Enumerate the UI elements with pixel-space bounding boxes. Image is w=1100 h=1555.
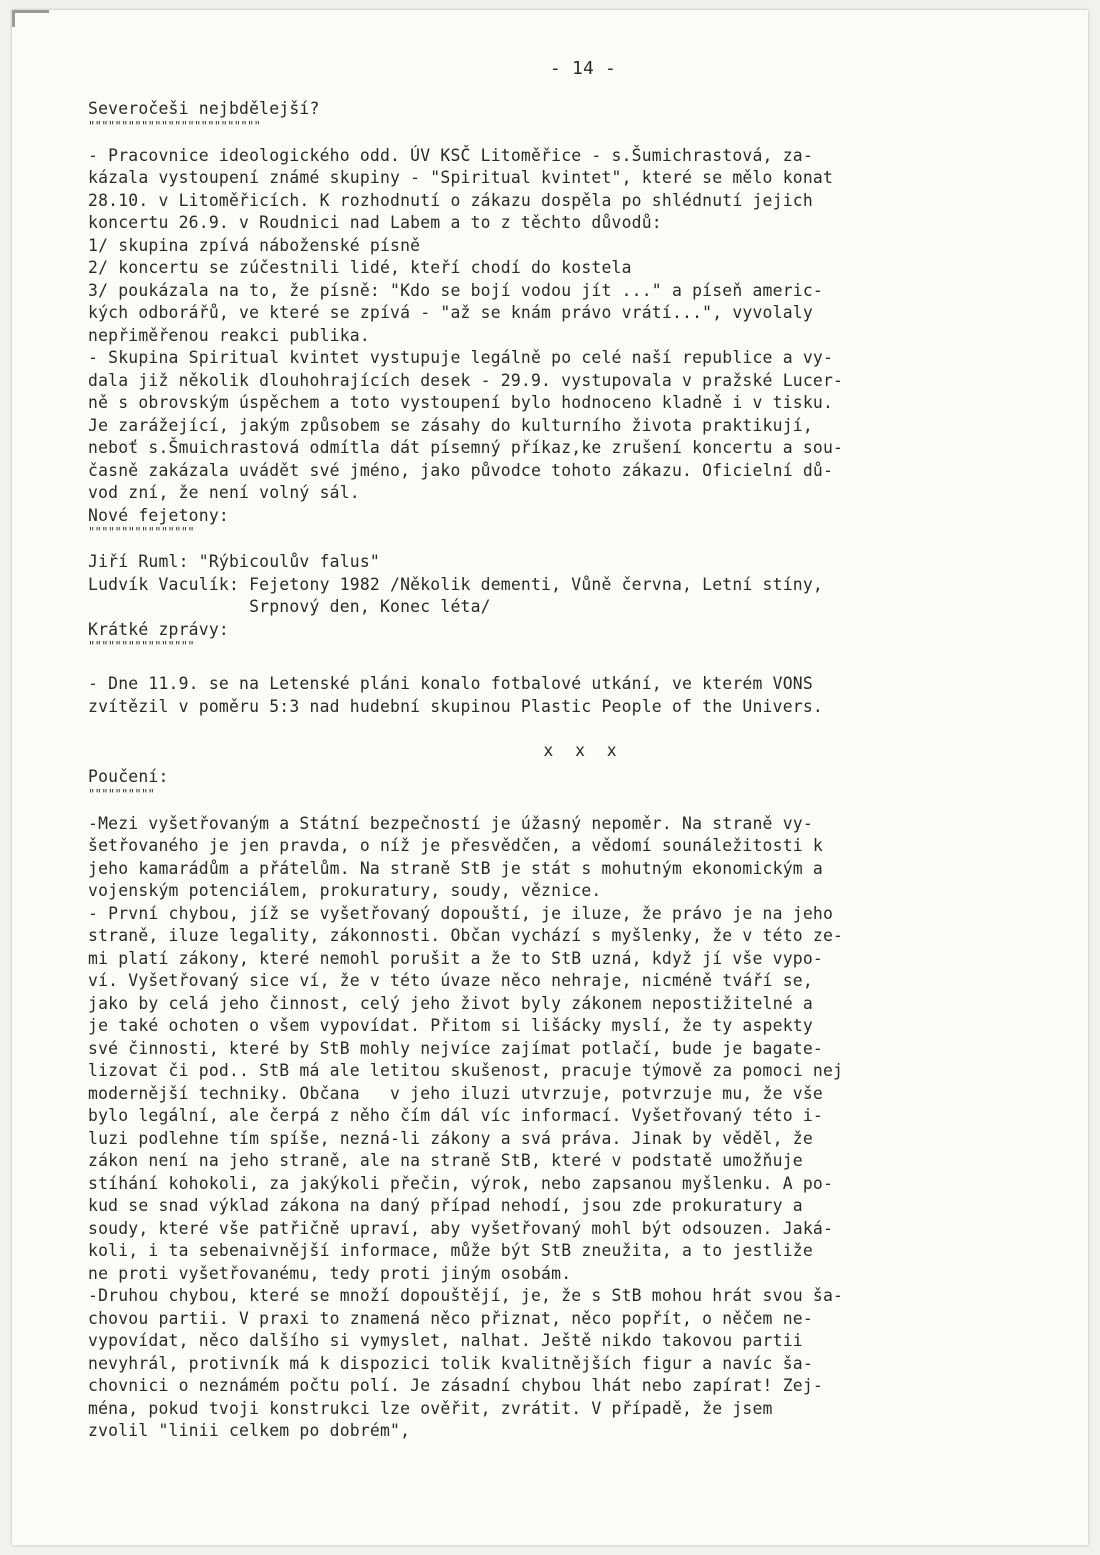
text-line: - Pracovnice ideologického odd. ÚV KSČ Litoměřice - s.Šumichrastová, za- xyxy=(88,145,813,165)
text-line: je také ochoten o všem vypovídat. Přitom si lišácky myslí, že ty aspekty xyxy=(88,1016,813,1035)
text-line: jako by celá jeho činnost, celý jeho život byly zákonem nepostižitelné a xyxy=(88,993,813,1013)
text-line: vypovídat, něco dalšího si vymyslet, nalhat. Ještě nikdo takovou partii xyxy=(88,1331,803,1350)
text-line: Ludvík Vaculík: Fejetony 1982 /Několik dementi, Vůně června, Letní stíny, xyxy=(88,574,823,594)
text-line: ví. Vyšetřovaný sice ví, že v této úvaze něco nehraje, nicméně tváří se, xyxy=(88,971,813,990)
text-line: nepřiměřenou reakci publika. xyxy=(88,325,370,345)
text-line: lizovat či pod.. StB má ale letitou skušenost, pracuje týmově za pomoci nej xyxy=(88,1061,844,1080)
section-heading: Severočeši nejbdělejší? xyxy=(88,99,320,118)
heading-underline: """""""""""""""" xyxy=(88,527,194,539)
section-severocesi xyxy=(88,98,1078,505)
section-nove-fejetony xyxy=(88,505,1078,619)
page-number: - 14 - xyxy=(549,58,617,79)
document-page xyxy=(12,10,1088,1545)
text-line: chovnici o neznámém počtu polí. Je zásadní chybou lhát nebo zapírat! Zej- xyxy=(88,1376,823,1395)
section-heading: Nové fejetony: xyxy=(88,505,229,525)
text-line: koli, i ta sebenaivnější informace, může být StB zneužita, a to jestliže xyxy=(88,1241,813,1260)
section-heading: Poučení: xyxy=(88,767,169,786)
text-line: 1/ skupina zpívá náboženské písně xyxy=(88,235,421,255)
text-line: - První chybou, jíž se vyšetřovaný dopouští, je iluze, že právo je na jeho xyxy=(88,903,834,923)
text-line: zákon není na jeho straně, ale na straně StB, které v podstatě umožňuje xyxy=(88,1151,803,1170)
text-line: ne proti vyšetřovanému, tedy proti jiným osobám. xyxy=(88,1263,572,1283)
scan-corner-mark xyxy=(12,10,49,27)
text-line: vojenským potenciálem, prokuratury, soudy, věznice. xyxy=(88,881,602,900)
text-line: dala již několik dlouhohrajících desek - 29.9. vystupovala v pražské Lucer- xyxy=(88,370,844,390)
text-line: své činnosti, které by StB mohly nejvíce zajímat potlačí, bude je bagate- xyxy=(88,1038,823,1058)
text-line: 28.10. v Litoměřicích. K rozhodnutí o zákazu dospěla po shlédnutí jejich xyxy=(88,190,813,210)
text-line: -Mezi vyšetřovaným a Státní bezpečností je úžasný nepoměr. Na straně vy- xyxy=(88,813,813,833)
text-line: stíhání kohokoli, za jakýkoli přečin, výrok, nebo zapsanou myšlenku. A po- xyxy=(88,1173,834,1193)
text-line: - Dne 11.9. se na Letenské pláni konalo fotbalové utkání, ve kterém VONS xyxy=(88,674,813,693)
text-line: časně zakázala uvádět své jméno, jako původce tohoto zákazu. Oficielní dů- xyxy=(88,460,834,480)
text-line: koncertu 26.9. v Roudnici nad Labem a to z těchto důvodů: xyxy=(88,213,662,232)
text-line: straně, iluze legality, zákonnosti. Občan vychází s myšlenky, že v této ze- xyxy=(88,926,844,945)
text-line: chovou partii. V praxi to znamená něco přiznat, něco popřít, o něčem ne- xyxy=(88,1308,813,1328)
text-line: nevyhrál, protivník má k dispozici tolik kvalitnějších figur a navíc ša- xyxy=(88,1353,813,1373)
heading-underline: """""""""""""""" xyxy=(88,641,194,653)
text-line: luzi podlehne tím spíše, nezná-li zákony a svá práva. Jinak by věděl, že xyxy=(88,1128,813,1148)
text-line: bylo legální, ale čerpá z něho čím dál víc informací. Vyšetřovaný této i- xyxy=(88,1106,823,1125)
section-pouceni xyxy=(88,766,1078,1443)
text-line: ména, pokud tvoji konstrukci lze ověřit, zvrátit. V případě, že jsem xyxy=(88,1398,773,1418)
text-line: zvítězil v poměru 5:3 nad hudební skupinou Plastic People of the Univers. xyxy=(88,696,823,716)
text-line: šetřovaného je jen pravda, o níž je přesvědčen, a vědomí sounáležitosti k xyxy=(88,836,823,855)
text-line: zvolil "linii celkem po dobrém", xyxy=(88,1421,411,1440)
text-line: soudy, které vše patřičně upraví, aby vyšetřovaný mohl být odsouzen. Jaká- xyxy=(88,1218,834,1238)
text-line: kých odborářů, ve které se zpívá - "až se knám právo vrátí...", vyvolaly xyxy=(88,303,813,322)
text-line: kázala vystoupení známé skupiny - "Spiritual kvintet", které se mělo konat xyxy=(88,168,834,187)
section-kratke-zpravy xyxy=(88,619,1078,719)
text-line: modernější techniky. Občana v jeho iluzi utvrzuje, potvrzuje mu, že vše xyxy=(88,1083,823,1103)
text-line: jeho kamarádům a přátelům. Na straně StB je stát s mohutným ekonomickým a xyxy=(88,858,823,878)
text-line: kud se snad výklad zákona na daný případ nehodí, jsou zde prokuratury a xyxy=(88,1196,803,1215)
text-line: - Skupina Spiritual kvintet vystupuje legálně po celé naší republice a vy- xyxy=(88,348,834,367)
section-divider: x x x xyxy=(543,741,623,760)
text-line: neboť s.Šmuichrastová odmítla dát písemný příkaz,ke zrušení koncertu a sou- xyxy=(88,438,844,457)
text-line: vod zní, že není volný sál. xyxy=(88,483,360,502)
text-line: 2/ koncertu se zúčestnili lidé, kteří chodí do kostela xyxy=(88,258,632,277)
text-line: mi platí zákony, které nemohl porušit a že to StB uzná, když jí vše vypo- xyxy=(88,948,823,968)
text-line: Srpnový den, Konec léta/ xyxy=(88,597,491,616)
page-content xyxy=(88,54,1078,1443)
heading-underline: """""""""""""""""""""""""" xyxy=(88,120,261,133)
heading-underline: """""""""" xyxy=(88,788,155,801)
text-line: 3/ poukázala na to, že písně: "Kdo se bojí vodou jít ..." a píseň americ- xyxy=(88,280,823,300)
text-line: ně s obrovským úspěchem a toto vystoupení bylo hodnoceno kladně i v tisku. xyxy=(88,393,834,412)
text-line: -Druhou chybou, které se množí dopouštějí, je, že s StB mohou hrát svou ša- xyxy=(88,1286,844,1305)
text-line: Je zarážející, jakým způsobem se zásahy do kulturního života praktikují, xyxy=(88,415,813,435)
text-line: Jiří Ruml: "Rýbicoulův falus" xyxy=(88,552,380,571)
section-heading: Krátké zprávy: xyxy=(88,619,229,639)
